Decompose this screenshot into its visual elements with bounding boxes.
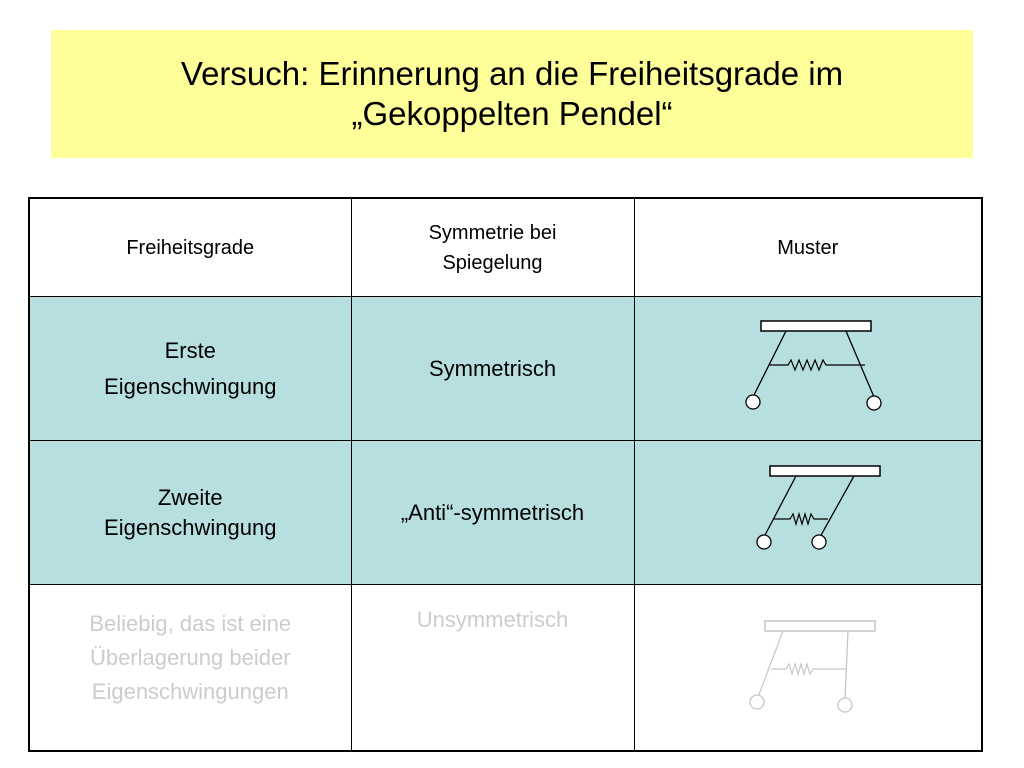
table-header-row	[29, 198, 982, 297]
superposition-label-line-1: Beliebig, das ist eine	[89, 611, 292, 636]
header-symmetry	[351, 198, 634, 297]
page-title	[82, 54, 942, 134]
cell-first-mode-symmetry: Symmetrisch	[351, 297, 634, 441]
cell-superposition-symmetry: Unsymmetrisch	[351, 585, 634, 752]
title-line-1: Versuch: Erinnerung an die Freiheitsgrade im	[180, 55, 844, 92]
header-pattern: Muster	[634, 198, 982, 297]
cell-second-mode-label	[29, 441, 351, 585]
superposition-label-line-2: Überlagerung beider	[89, 645, 291, 670]
second-mode-label-line-1: Zweite	[157, 484, 223, 510]
cell-superposition-label	[29, 585, 351, 752]
first-mode-label-line-2: Eigenschwingung	[104, 373, 277, 399]
second-mode-label-line-2: Eigenschwingung	[104, 514, 277, 540]
header-degrees-of-freedom: Freiheitsgrade	[29, 198, 351, 297]
cell-second-mode-symmetry: „Anti“-symmetrisch	[351, 441, 634, 585]
coupled-pendulum-antisymmetric-icon	[718, 463, 898, 563]
header-symmetry-line-2: Spiegelung	[442, 251, 543, 274]
title-box	[51, 30, 973, 158]
first-mode-label-line-1: Erste	[164, 337, 216, 363]
cell-second-mode-pattern	[634, 441, 982, 585]
cell-first-mode-pattern	[634, 297, 982, 441]
table-row-first-mode	[29, 297, 982, 441]
table-row-superposition	[29, 585, 982, 752]
title-line-2: „Gekoppelten Pendel“	[351, 95, 673, 132]
degrees-of-freedom-table	[28, 197, 983, 752]
coupled-pendulum-asymmetric-icon	[718, 613, 898, 723]
coupled-pendulum-symmetric-icon	[718, 314, 898, 424]
table-row-second-mode	[29, 441, 982, 585]
cell-first-mode-label	[29, 297, 351, 441]
header-symmetry-line-1: Symmetrie bei	[428, 221, 557, 244]
superposition-label-line-3: Eigenschwingungen	[91, 679, 289, 704]
cell-superposition-pattern	[634, 585, 982, 752]
